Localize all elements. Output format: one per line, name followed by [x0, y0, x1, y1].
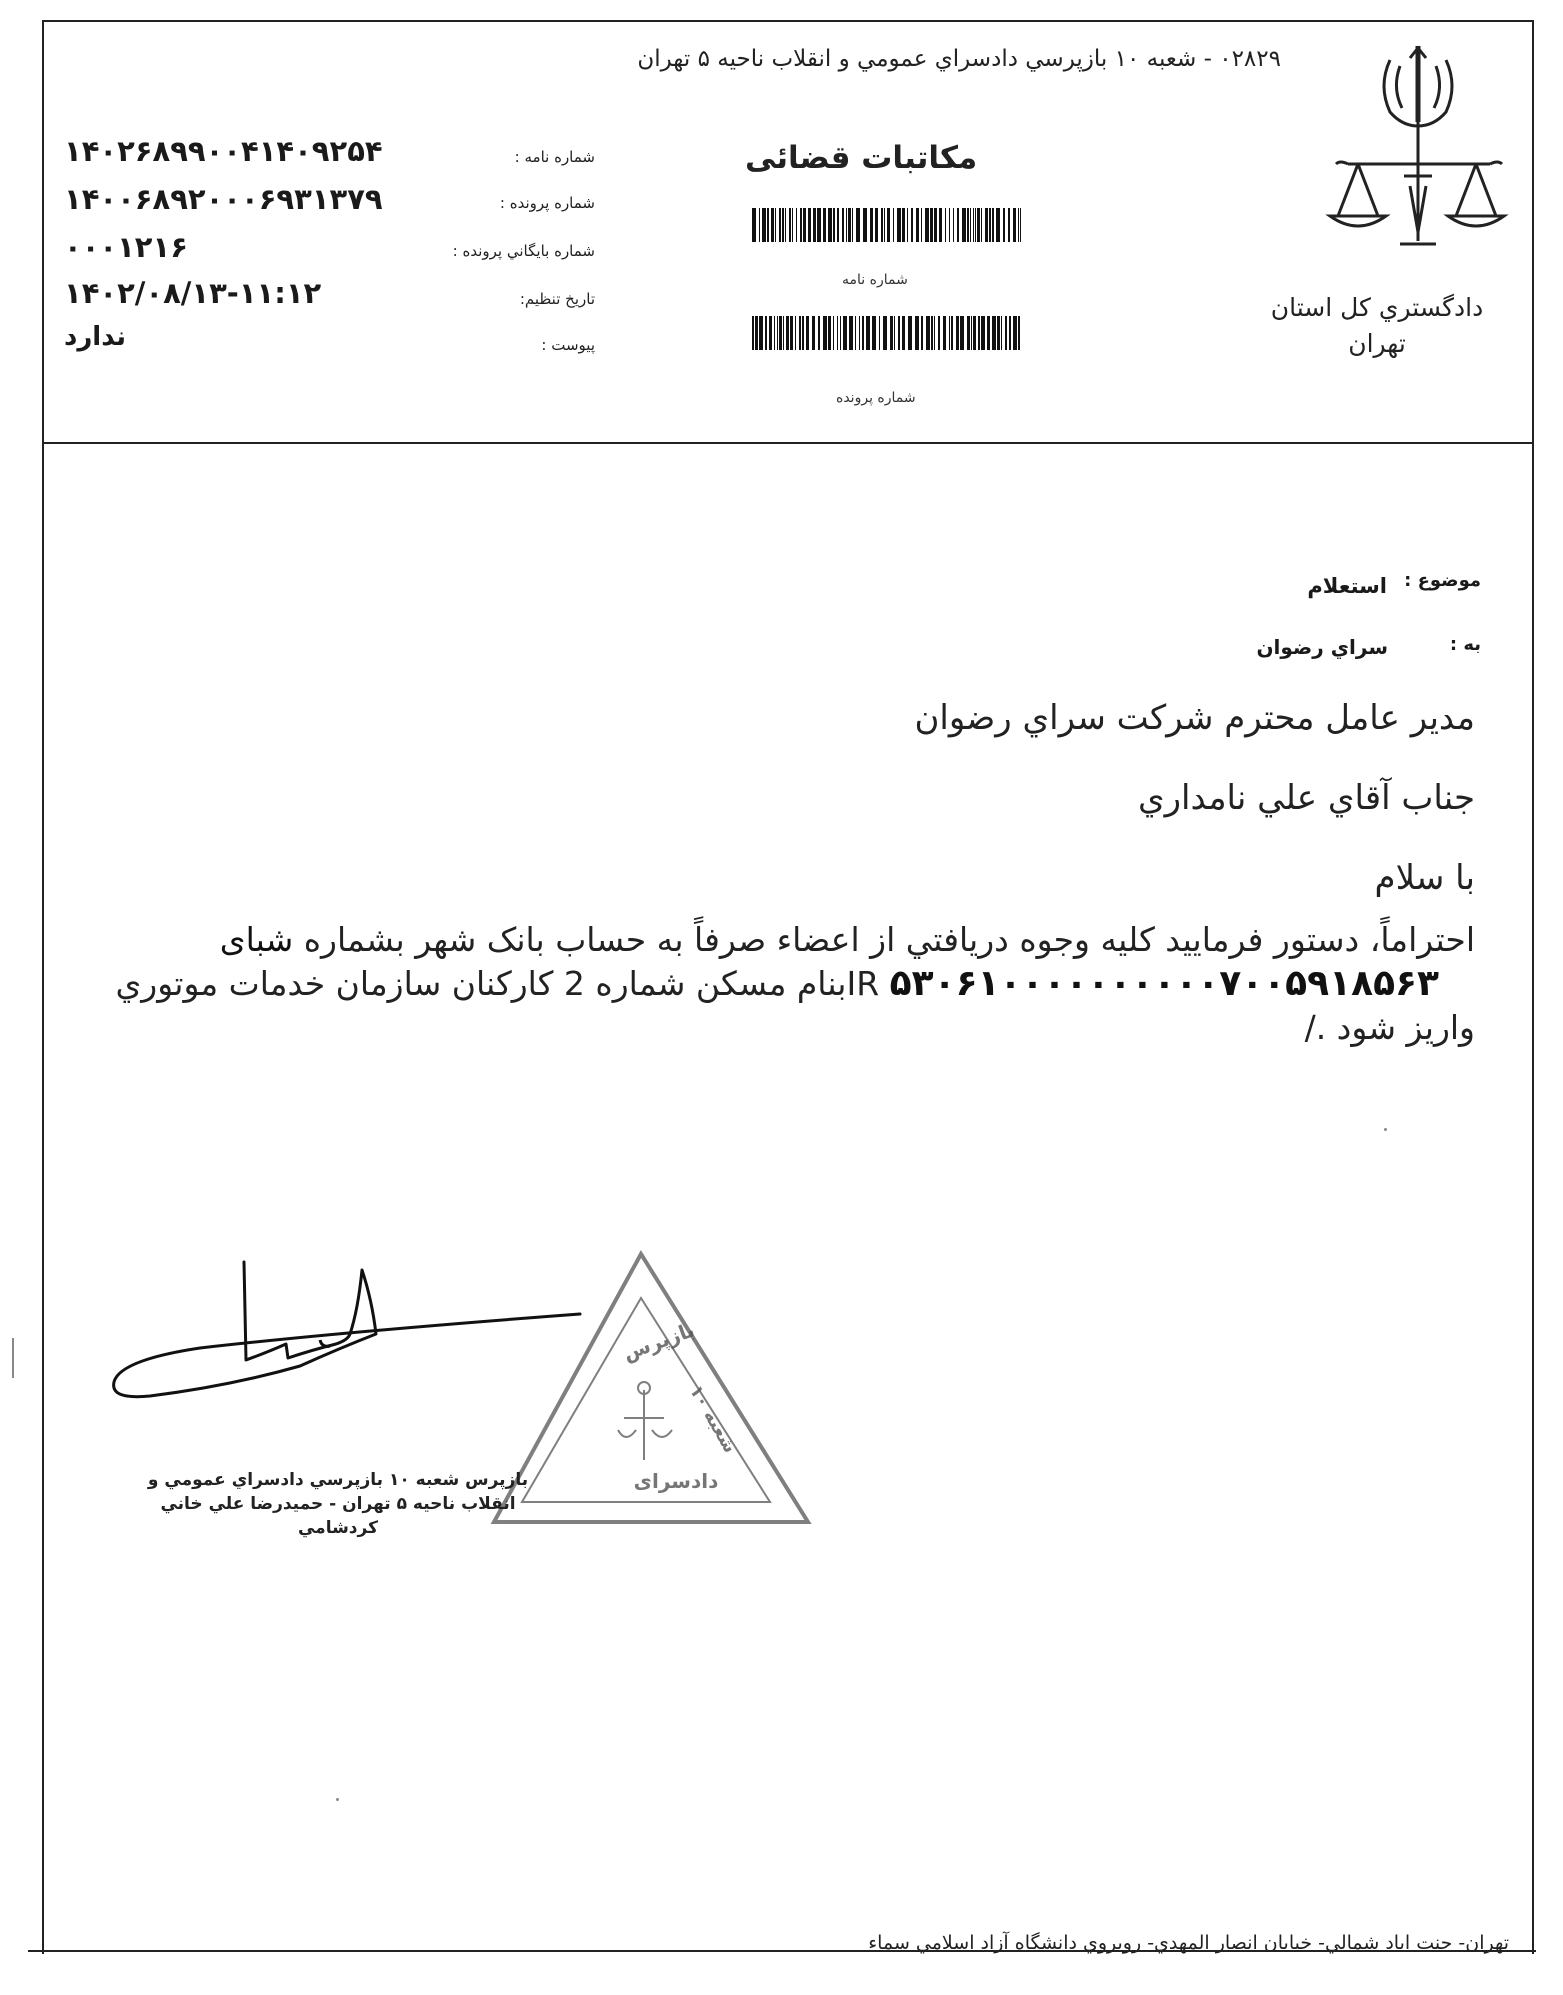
barcode-bar: [925, 208, 929, 242]
barcode-bar: [856, 208, 860, 242]
barcode-bar: [992, 208, 994, 242]
barcode-bar: [849, 316, 853, 350]
footer-address: تهران- جنت اباد شمالي- خيابان انصار المهدي- روبروي دانشگاه آزاد اسلامي سماء: [868, 1932, 1509, 1954]
iban-number: ۵۳۰۶۱۰۰۰۰۰۰۰۰۰۰۷۰۰۵۹۱۸۵۶۳: [889, 963, 1439, 1004]
recipient-value: سراي رضوان: [1256, 635, 1388, 659]
barcode-bar: [921, 208, 922, 242]
sheba-word: شبای: [219, 920, 294, 959]
recipient-title-line: مدير عامل محترم شرکت سراي رضوان: [914, 698, 1475, 738]
signer-line1: بازپرس شعبه ۱۰ بازپرسي دادسراي عمومي و: [147, 1470, 529, 1490]
body-text-part2: بنام مسکن شماره 2 کارکنان سازمان خدمات موتوري: [115, 964, 847, 1003]
barcode-bar: [971, 316, 972, 350]
barcode-bar: [769, 316, 772, 350]
barcode-bar: [799, 316, 801, 350]
barcode-bar: [997, 316, 1000, 350]
barcode-bar: [863, 208, 867, 242]
barcode-bar: [897, 208, 901, 242]
barcode-bar: [907, 208, 908, 242]
barcode-bar: [893, 208, 894, 242]
barcode-bar: [859, 316, 860, 350]
barcode-bar: [771, 208, 774, 242]
barcode-bar: [985, 208, 988, 242]
barcode-bar: [814, 208, 816, 242]
barcode-bar: [775, 208, 776, 242]
barcode-bar: [870, 208, 873, 242]
scan-speck: [1384, 1128, 1387, 1131]
barcode-bar: [848, 208, 851, 242]
barcode-bar: [967, 316, 970, 350]
barcode-bar: [817, 208, 821, 242]
barcode-bar: [930, 208, 934, 242]
barcode-bar: [790, 316, 793, 350]
barcode-bar: [881, 208, 883, 242]
barcode-bar: [862, 316, 864, 350]
barcode-bar: [779, 316, 782, 350]
barcode-bar: [837, 316, 838, 350]
barcode-bar: [813, 208, 814, 242]
body-paragraph-line1: [75, 918, 1475, 962]
branch-line: ۰۲۸۲۹ - شعبه ۱۰ بازپرسي دادسراي عمومي و انقلاب ناحيه ۵ تهران: [637, 46, 1281, 72]
barcode-bar: [934, 208, 937, 242]
barcode-bar: [875, 208, 878, 242]
barcode-bar: [833, 208, 835, 242]
barcode-bar: [1009, 316, 1011, 350]
barcode-bar: [755, 316, 758, 350]
date-label: تاريخ تنظيم:: [519, 290, 595, 308]
barcode-bar: [802, 316, 804, 350]
body-paragraph-line3: واريز شود ./: [1304, 1008, 1475, 1047]
body-paragraph-line2: [75, 962, 1439, 1006]
barcode-bar: [902, 208, 905, 242]
barcode-bar: [879, 316, 880, 350]
signer-block: [104, 1468, 572, 1540]
barcode-bar: [866, 316, 870, 350]
barcode-bar: [828, 208, 832, 242]
organization-line1: دادگستري کل استان: [1270, 293, 1484, 322]
case-number-value: ۱۴۰۰۶۸۹۲۰۰۰۶۹۳۱۳۷۹: [64, 182, 383, 216]
signer-line3: کردشامي: [297, 1518, 378, 1538]
barcode-bar: [823, 316, 827, 350]
barcode-bar: [782, 208, 784, 242]
barcode-bar: [884, 208, 885, 242]
barcode-bar: [767, 208, 769, 242]
barcode-bar: [981, 208, 982, 242]
barcode-bar: [945, 208, 946, 242]
barcode-bar: [779, 208, 781, 242]
barcode-bar: [1001, 316, 1002, 350]
barcode-bar: [908, 316, 912, 350]
case-number-label: شماره پرونده :: [499, 194, 595, 212]
barcode-bar: [916, 208, 919, 242]
body-paragraph: [75, 918, 1475, 1050]
barcode-bar: [967, 208, 969, 242]
barcode-bar: [939, 208, 942, 242]
greeting-line: با سلام: [1374, 858, 1475, 898]
barcode-bar: [812, 316, 815, 350]
barcode-bar: [823, 208, 826, 242]
barcode-bar: [898, 316, 900, 350]
organization-name: [1247, 290, 1507, 362]
barcode-bar: [789, 208, 791, 242]
barcode-bar: [808, 208, 811, 242]
barcode-bar: [915, 316, 919, 350]
letter-number-value: ۱۴۰۲۶۸۹۹۰۰۴۱۴۰۹۲۵۴: [64, 134, 383, 168]
barcode-bar: [846, 208, 847, 242]
attachment-value: ندارد: [64, 322, 127, 352]
barcode-bar: [765, 316, 767, 350]
barcode-bar: [1008, 208, 1010, 242]
barcode-bar: [852, 208, 853, 242]
barcode-bar: [956, 316, 959, 350]
barcode-bar: [921, 316, 923, 350]
barcode-bar: [987, 316, 990, 350]
signer-line2: انقلاب ناحيه ۵ تهران - حميدرضا علي خاني: [160, 1494, 516, 1514]
barcode-bar: [970, 208, 971, 242]
barcode-bar: [887, 208, 890, 242]
barcode-bar: [795, 316, 796, 350]
barcode-bar: [1013, 208, 1016, 242]
body-text-part1: احتراماً، دستور فرماييد کليه وجوه دريافتي از اعضاء صرفاً به حساب بانک شهر بشماره: [303, 920, 1475, 959]
barcode-bar: [840, 316, 841, 350]
barcode-bar: [883, 316, 887, 350]
barcode-bar: [890, 316, 893, 350]
barcode-bar: [934, 316, 935, 350]
barcode-bar: [1003, 208, 1005, 242]
barcode-bar: [872, 316, 876, 350]
stamp-text-bottom: دادسرای: [633, 1469, 719, 1493]
barcode-bar: [752, 208, 756, 242]
barcode-bar: [1018, 208, 1019, 242]
barcode-bar: [785, 208, 786, 242]
barcode-bar: [973, 208, 974, 242]
barcode-bar: [951, 316, 953, 350]
barcode-bar: [894, 316, 895, 350]
barcode-bar: [975, 208, 976, 242]
barcode-bar: [926, 316, 930, 350]
barcode-bar: [843, 316, 847, 350]
barcode-bar: [762, 208, 766, 242]
barcode-bar: [1013, 316, 1017, 350]
barcode-bar: [777, 316, 778, 350]
barcode-bar: [796, 208, 797, 242]
judiciary-emblem-icon: [1318, 36, 1518, 266]
barcode-bar: [818, 316, 820, 350]
barcode-bar: [962, 208, 966, 242]
barcode-bar: [1018, 316, 1020, 350]
barcode-bar: [943, 316, 946, 350]
barcode-bar: [774, 316, 775, 350]
document-title: مکاتبات قضائی: [745, 140, 978, 176]
subject-value: استعلام: [1307, 574, 1387, 598]
scan-speck: [12, 1338, 14, 1378]
barcode-bar: [996, 208, 1000, 242]
barcode-bar: [931, 316, 933, 350]
barcode-bar: [783, 316, 784, 350]
barcode-bar: [855, 316, 856, 350]
barcode-bar: [953, 208, 954, 242]
case-number-barcode-caption: شماره پرونده: [836, 390, 916, 406]
barcode-bar: [786, 316, 789, 350]
date-value: ۱۴۰۲/۰۸/۱۳-۱۱:۱۲: [64, 276, 322, 310]
barcode-bar: [792, 208, 793, 242]
letter-number-barcode: [752, 208, 1024, 242]
archive-number-value: ۰۰۰۱۲۱۶: [64, 230, 188, 264]
barcode-bar: [759, 316, 763, 350]
case-number-barcode: [752, 316, 1024, 350]
barcode-bar: [752, 316, 754, 350]
attachment-label: پيوست :: [541, 336, 595, 354]
barcode-bar: [806, 316, 809, 350]
barcode-bar: [957, 208, 959, 242]
barcode-bar: [992, 316, 996, 350]
subject-label: موضوع :: [1404, 570, 1481, 591]
organization-line2: تهران: [1348, 329, 1406, 358]
scan-speck: [336, 1798, 339, 1801]
archive-number-label: شماره بايگاني پرونده :: [452, 242, 595, 260]
barcode-bar: [902, 316, 905, 350]
barcode-bar: [842, 208, 844, 242]
barcode-bar: [978, 316, 980, 350]
barcode-bar: [989, 208, 991, 242]
barcode-bar: [973, 316, 976, 350]
header-divider: [42, 442, 1534, 444]
letter-number-barcode-caption: شماره نامه: [842, 272, 908, 288]
barcode-bar: [981, 316, 985, 350]
stamp-text-side: شعبه ۱۰: [685, 1381, 741, 1457]
barcode-bar: [938, 316, 940, 350]
iban-prefix: IR: [846, 964, 880, 1003]
barcode-bar: [837, 208, 839, 242]
attention-line: جناب آقاي علي نامداري: [1138, 778, 1475, 818]
barcode-bar: [949, 316, 950, 350]
barcode-bar: [800, 208, 802, 242]
barcode-bar: [828, 316, 831, 350]
stamp-text-top: بازپرس: [619, 1317, 698, 1366]
recipient-label: به :: [1449, 634, 1481, 655]
barcode-bar: [1005, 316, 1007, 350]
barcode-bar: [911, 208, 913, 242]
barcode-bar: [977, 208, 980, 242]
barcode-bar: [833, 316, 834, 350]
barcode-bar: [1020, 208, 1021, 242]
barcode-bar: [759, 208, 760, 242]
letter-number-label: شماره نامه :: [514, 148, 595, 166]
barcode-bar: [949, 208, 950, 242]
barcode-bar: [960, 316, 964, 350]
barcode-bar: [803, 208, 806, 242]
